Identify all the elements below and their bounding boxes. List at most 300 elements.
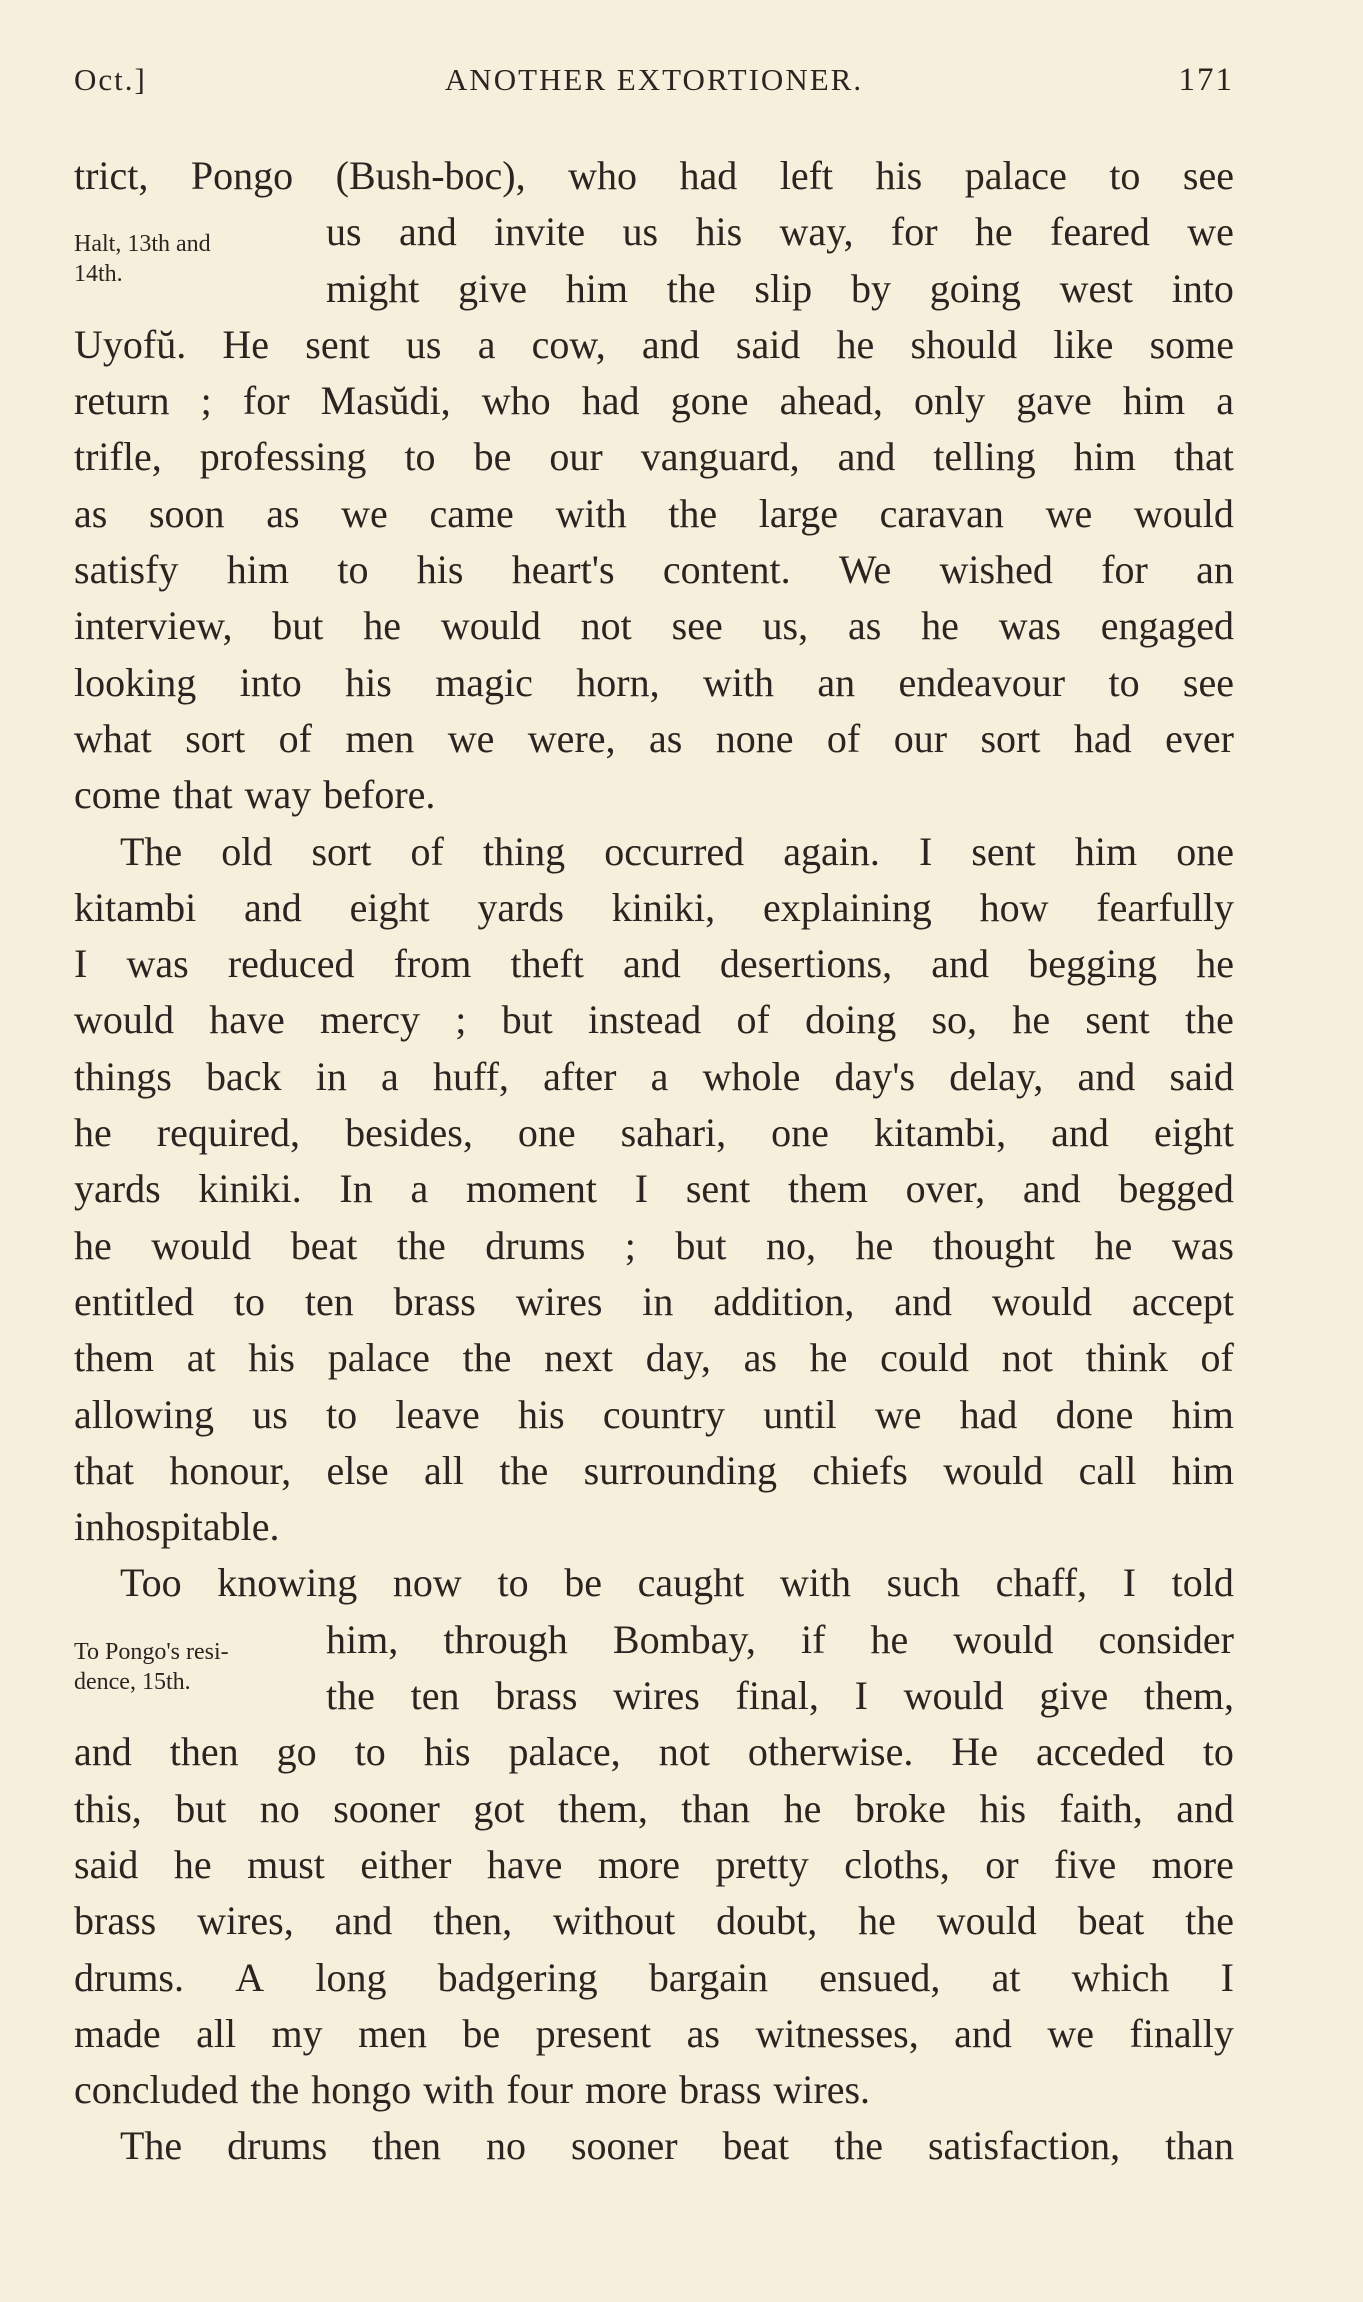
word: think [1085,1335,1168,1381]
word: I [854,1673,868,1719]
text-line [74,373,1234,429]
word: knowing [217,1560,358,1606]
word: thought [932,1222,1056,1268]
word: would [74,997,174,1043]
text-line [74,317,1234,373]
word: I [1220,1954,1234,2000]
word: his [875,153,923,198]
word: all [196,2010,237,2056]
word: telling [933,434,1036,480]
word: theft [510,941,584,987]
word: who [568,153,637,198]
word: for [1101,547,1148,593]
word: doubt, [716,1898,818,1944]
word: should [910,321,1018,367]
word: fearfully [1096,884,1234,930]
word: vanguard, [640,434,800,480]
word: return [74,378,170,424]
word: Bombay, [612,1616,756,1662]
word: He [222,321,270,367]
word: than [681,1785,751,1831]
word: but [175,1785,227,1831]
word: yards [74,1166,161,1212]
word: drums [227,2123,328,2169]
word: was [998,603,1061,649]
word: ahead, [779,378,883,424]
word: the [396,1222,446,1268]
word: wires, [197,1898,294,1944]
text-line [74,148,1234,204]
word: content. [662,547,791,593]
word: whole [702,1053,801,1099]
word: going [929,265,1021,311]
word: would [903,1673,1004,1719]
word: and [1077,1053,1136,1099]
word: for [242,378,290,424]
word: invite [494,209,586,255]
word: that [1173,434,1234,480]
word: wished [939,547,1053,593]
word: then, [433,1898,513,1944]
word: country [602,1391,726,1437]
word: at [991,1954,1021,2000]
word: brass [495,1673,578,1719]
word: from [393,941,472,987]
word: he [855,1222,894,1268]
text-line [74,261,1234,317]
word: would [151,1222,252,1268]
word: chiefs [812,1447,908,1493]
word: beat [290,1222,358,1268]
word: he [1196,941,1234,987]
text-line [74,711,1234,767]
word: sent [1085,997,1150,1043]
word: not [580,603,632,649]
word: the [668,490,718,536]
word: like [1053,321,1114,367]
word: his [345,659,392,705]
word: him [1171,1447,1234,1493]
text-line [74,598,1234,654]
text-line [74,992,1234,1048]
text-line [74,880,1234,936]
word: slip [754,265,813,311]
word: finally [1129,2010,1234,2056]
word: day's [834,1053,916,1099]
word: so, [931,997,978,1043]
word: to [233,1278,265,1324]
word: the [666,265,716,311]
word: them, [557,1785,648,1831]
word: otherwise. [747,1729,914,1775]
word: and [894,1278,953,1324]
word: trict, [74,153,149,198]
word: The [120,2123,183,2169]
word: professing [199,434,367,480]
word: looking [74,659,197,705]
word: else [326,1447,389,1493]
word: wires [515,1278,603,1324]
word: palace [327,1335,430,1381]
word: witnesses, [755,2010,919,2056]
word: of [410,828,444,874]
word: he [974,209,1013,255]
word: doing [805,997,897,1043]
text-line [74,1612,1234,1668]
word: have [209,997,285,1043]
word: as [847,603,882,649]
word: and [1022,1166,1081,1212]
word: eight [1153,1110,1234,1156]
word: I [1122,1560,1137,1606]
word: if [800,1616,826,1662]
word: the [1185,1898,1234,1944]
word: A [235,1954,265,2000]
text-line [74,1330,1234,1386]
word: and [398,209,457,255]
word: us, [762,603,809,649]
word: his [695,209,743,255]
word: some [1149,321,1234,367]
word: our [893,715,948,761]
word: the [462,1335,512,1381]
word: came [429,490,514,536]
word: as [686,2010,720,2056]
word: beat [722,2123,790,2169]
word: gave [1016,378,1092,424]
word: only [913,378,986,424]
word: and [837,434,896,480]
word: I [918,828,933,874]
word: such [886,1560,960,1606]
word: in [642,1278,674,1324]
word: kitambi, [873,1110,1007,1156]
word: said [1169,1053,1234,1099]
word: him [1074,828,1138,874]
word: who [481,378,551,424]
word: sort [185,715,246,761]
word: endeavour [898,659,1066,705]
word: until [763,1391,837,1437]
word: present [535,2010,652,2056]
word: Masŭdi, [320,378,451,424]
word: pretty [715,1841,809,1887]
word: had [679,153,738,198]
sidenote-halt-line2: 14th. [74,261,123,287]
word: him, [326,1616,399,1662]
word: wires [613,1673,700,1719]
word: them [74,1335,154,1381]
word: would [991,1278,1092,1324]
word: begging [1028,941,1158,987]
word: begged [1118,1166,1234,1212]
word: would [1133,490,1234,536]
word: of [278,715,312,761]
word: sooner [570,2123,678,2169]
text-line [74,1218,1234,1274]
word: brass [74,1898,157,1944]
word: told [1171,1560,1234,1606]
word: a [381,1053,399,1099]
word: see [1182,659,1234,705]
word: give [1039,1673,1109,1719]
word: no [485,2123,526,2169]
word: and [244,884,302,930]
word: in [315,1053,347,1099]
word: chaff, [995,1560,1088,1606]
word: with [779,1560,852,1606]
word: was [1171,1222,1234,1268]
word: In [339,1166,373,1212]
word: large [758,490,838,536]
running-head [74,62,1234,106]
word: instead [587,997,702,1043]
word: more [597,1841,681,1887]
word: not [658,1729,710,1775]
word: to [1109,153,1141,198]
word: palace [964,153,1067,198]
word: magic [435,659,533,705]
word: west [1059,265,1133,311]
word: desertions, [719,941,893,987]
word: a [1216,378,1234,424]
word: beat [1077,1898,1145,1944]
text-line [74,1950,1234,2006]
word: now [392,1560,462,1606]
word: thing [482,828,566,874]
text-line [74,1668,1234,1724]
word: cow, [531,321,606,367]
word: would [943,1447,1044,1493]
word: day, [645,1335,711,1381]
word: we [874,1391,922,1437]
word: honour, [169,1447,292,1493]
word: he [921,603,959,649]
word: way, [779,209,854,255]
word: delay, [949,1053,1044,1099]
word: he [173,1841,212,1887]
word: be [564,1560,602,1606]
word: see [671,603,723,649]
word: the [499,1447,549,1493]
word: must [247,1841,325,1887]
word: faith, [1059,1785,1143,1831]
word: consider [1098,1616,1234,1662]
word: our [549,434,603,480]
word: would [936,1898,1037,1944]
word: sort [980,715,1041,761]
word: engaged [1100,603,1234,649]
word: be [462,2010,501,2056]
word: an [817,659,856,705]
word: him [1073,434,1136,480]
text-line [74,936,1234,992]
word: as [74,490,108,536]
word: as [743,1335,777,1381]
word: of [1200,1335,1234,1381]
word: he [74,1110,112,1156]
sidenote-pongo-line1: To Pongo's resi- [74,1639,229,1665]
word: and [74,1729,132,1775]
word: into [1171,265,1234,311]
word: brass [393,1278,476,1324]
word: ten [410,1673,460,1719]
word: would [440,603,541,649]
word: said [74,1841,139,1887]
word: cloths, [844,1841,950,1887]
word: made [74,2010,161,2056]
word: then [169,1729,239,1775]
word: to [497,1560,529,1606]
word: reduced [227,941,355,987]
word: sent [305,321,370,367]
word: five [1054,1841,1117,1887]
word: moment [465,1166,598,1212]
word: things [74,1053,172,1099]
word: then [372,2123,441,2169]
word: drums. [74,1954,184,2000]
word: give [458,265,527,311]
word: the [1185,997,1234,1043]
word: one [517,1110,576,1156]
sidenote-halt-line1: Halt, 13th and [74,231,211,257]
text-line [74,1105,1234,1161]
sidenote-pongo-line2: dence, 15th. [74,1669,191,1695]
word: we [1187,209,1234,255]
word: trifle, [74,434,162,480]
word: heart's [511,547,615,593]
word: acceded [1036,1729,1165,1775]
word: final, [735,1673,819,1719]
word: to [326,1391,358,1437]
word: by [850,265,891,311]
text-line [74,2006,1234,2062]
word: my [271,2010,323,2056]
word: gone [670,378,749,424]
word: eight [349,884,430,930]
word: the [326,1673,375,1719]
word: and [954,2010,1012,2056]
word: of [826,715,861,761]
word: I [634,1166,649,1212]
body-text [74,148,1234,2175]
word: without [553,1898,676,1944]
word: to [1108,659,1140,705]
word: but [501,997,553,1043]
word: (Bush-boc), [335,153,526,198]
word: him [1171,1391,1234,1437]
word: occurred [604,828,745,874]
text-line [74,429,1234,485]
word: palace, [508,1729,621,1775]
word: mercy [320,997,420,1043]
word: go [276,1729,317,1775]
text-line [74,1837,1234,1893]
word: back [206,1053,282,1099]
header-title: ANOTHER EXTORTIONER. [444,62,864,97]
word: we [1047,2010,1095,2056]
word: he [1012,997,1051,1043]
word: to [337,547,369,593]
text-line: inhospitable. [74,1504,280,1550]
word: men [345,715,415,761]
word: said [735,321,801,367]
word: might [326,265,420,311]
text-line [74,1387,1234,1443]
word: call [1078,1447,1137,1493]
word: drums [485,1222,586,1268]
word: more [1151,1841,1234,1887]
word: with [555,490,627,536]
word: besides, [345,1110,473,1156]
word: again. [783,828,880,874]
word: and [931,941,990,987]
word: his [979,1785,1027,1831]
word: as [266,490,300,536]
word: Too [120,1560,182,1606]
word: leave [395,1391,480,1437]
word: for [890,209,938,255]
word: sent [685,1166,751,1212]
word: an [1196,547,1234,593]
word: interview, [74,603,233,649]
word: broke [854,1785,946,1831]
word: satisfaction, [927,2123,1121,2169]
word: be [473,434,512,480]
word: us [405,321,442,367]
word: but [675,1222,727,1268]
page-number: 171 [1178,62,1234,98]
word: and [334,1898,393,1944]
word: kitambi [74,884,197,930]
word: ten [304,1278,354,1324]
word: sahari, [620,1110,727,1156]
word: but [272,603,324,649]
text-line [74,1274,1234,1330]
text-line: come that way before. [74,772,436,818]
word: required, [156,1110,301,1156]
word: surrounding [583,1447,777,1493]
word: to [1202,1729,1234,1775]
word: into [239,659,302,705]
word: he [870,1616,909,1662]
word: was [126,941,189,987]
word: Uyofŭ. [74,321,187,367]
word: one [771,1110,829,1156]
word: how [979,884,1049,930]
word: long [315,1954,387,2000]
word: explaining [762,884,932,930]
word: kiniki. [198,1166,302,1212]
word: had [1073,715,1132,761]
word: or [985,1841,1019,1887]
word: none [715,715,794,761]
text-line [74,204,1234,260]
word: which [1071,1954,1170,2000]
word: us [622,209,659,255]
word: huff, [433,1053,509,1099]
text-line [74,1049,1234,1105]
word: and [1176,1785,1234,1831]
text-line [74,1781,1234,1837]
word: accept [1131,1278,1234,1324]
word: Pongo [190,153,294,198]
header-month: Oct.] [74,62,147,97]
word: allowing [74,1391,214,1437]
word: he [1094,1222,1133,1268]
text-line [74,1161,1234,1217]
word: old [221,828,273,874]
